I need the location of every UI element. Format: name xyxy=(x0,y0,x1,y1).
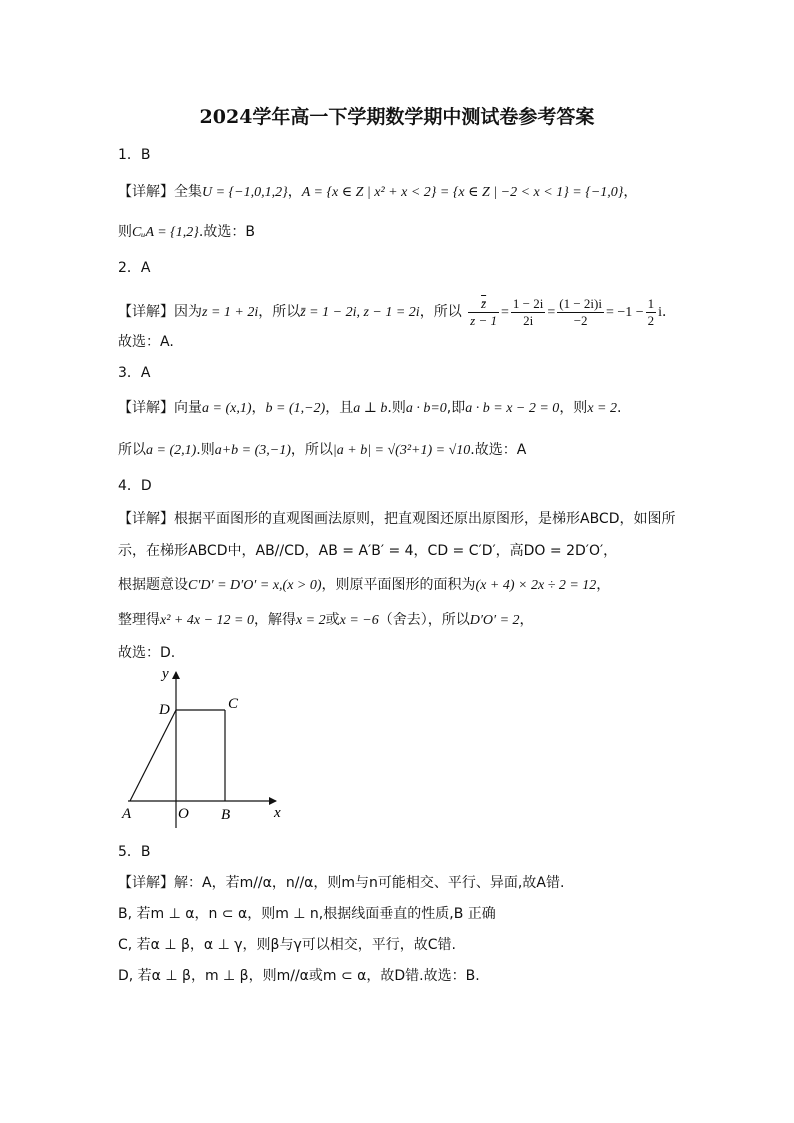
fraction-denominator: −2 xyxy=(573,312,588,328)
q5-detail-line4: D, 若α ⊥ β，m ⊥ β，则m//α或m ⊂ α，故D错.故选：B. xyxy=(118,968,480,984)
text-mid: ，则 xyxy=(559,400,588,416)
text-mid: ，所以 xyxy=(258,304,301,320)
formula-quadratic: x² + 4x − 12 = 0 xyxy=(160,613,254,628)
formula-dot-product: a · b=0 xyxy=(405,401,447,416)
q1-detail-line1 xyxy=(118,182,698,203)
q3-detail-line2 xyxy=(118,440,698,461)
formula-dot-expanded: a · b = x − 2 = 0 xyxy=(465,401,560,416)
text-mid: ,即 xyxy=(446,400,466,416)
text-mid: ，所以 xyxy=(419,304,462,320)
fraction-1 xyxy=(468,296,499,329)
line-end: . xyxy=(616,400,622,416)
edge-ad xyxy=(130,710,176,801)
formula-vector-b: b = (1,−2) xyxy=(265,401,326,416)
q4-detail-line2: 示，在梯形ABCD中，AB//CD，AB = A′B′ = 4，CD = C′D′，高DO = 2D′O′， xyxy=(118,543,618,559)
q2-answer-line: 故选：A. xyxy=(118,334,174,350)
equals-sign: = xyxy=(547,305,556,320)
page-title: 2024学年高一下学期数学期中测试卷参考答案 xyxy=(199,106,595,128)
text-mid: 或 xyxy=(325,612,340,628)
q4-heading: 4．D xyxy=(118,478,152,494)
formula-universal-set: U = {−1,0,1,2} xyxy=(202,185,288,200)
q5-detail-line2: B, 若m ⊥ α，n ⊂ α，则m ⊥ n,根据线面垂直的性质,B 正确 xyxy=(118,906,496,922)
answer-text: .故选：B xyxy=(198,224,255,240)
formula-area: (x + 4) × 2x ÷ 2 = 12 xyxy=(475,578,597,593)
q5-heading: 5．B xyxy=(118,844,151,860)
text-mid: .则 xyxy=(196,442,215,458)
point-o-label: O xyxy=(178,806,189,822)
formula-vector-a: a = (x,1) xyxy=(202,401,252,416)
point-a-label: A xyxy=(122,806,132,822)
fraction-numerator: 1 xyxy=(647,295,655,311)
q4-detail-line1: 【详解】根据平面图形的直观图画法原则，把直观图还原出原图形，是梯形ABCD，如图所 xyxy=(118,511,676,527)
text-prefix: 整理得 xyxy=(118,612,160,628)
formula-root-2: x = −6 xyxy=(339,613,379,628)
q1-heading: 1．B xyxy=(118,147,151,163)
q1-detail-line2 xyxy=(118,222,698,243)
fraction-numerator: (1 − 2i)i xyxy=(559,295,602,311)
fraction-denominator: 2 xyxy=(647,312,655,328)
formula-x-value: x = 2 xyxy=(587,401,617,416)
fraction-numerator: 1 − 2i xyxy=(512,295,544,311)
formula-assumption: C′D′ = D′O′ = x,(x > 0) xyxy=(188,578,322,593)
line-end: i． xyxy=(658,305,677,320)
equals-sign: = xyxy=(501,305,509,320)
q2-detail-line1 xyxy=(118,294,698,331)
line-end: ， xyxy=(519,612,534,628)
text-prefix: 则 xyxy=(118,224,132,240)
fraction-denominator: 2i xyxy=(523,312,534,328)
formula-magnitude: |a + b| = √(3²+1) = √10 xyxy=(332,443,471,458)
text-mid: （舍去），所以 xyxy=(378,612,470,628)
line-end: ， xyxy=(596,577,611,593)
q5-detail-line1: 【详解】解：A，若m//α，n//α，则m与n可能相交、平行、异面,故A错. xyxy=(118,875,565,891)
text-mid: ，所以 xyxy=(290,442,333,458)
detail-prefix: 【详解】向量 xyxy=(118,400,202,416)
q4-answer-line: 故选：D. xyxy=(118,645,176,661)
formula-conjugate: z̄ = 1 − 2i, z − 1 = 2i xyxy=(300,305,420,320)
detail-prefix: 【详解】全集 xyxy=(118,184,202,200)
q4-detail-line4 xyxy=(118,610,698,631)
formula-z: z = 1 + 2i xyxy=(202,305,259,320)
q4-detail-line3 xyxy=(118,575,698,596)
formula-perpendicular: a ⊥ b xyxy=(353,401,388,416)
fraction-4 xyxy=(646,296,657,329)
text-mid: ，则原平面图形的面积为 xyxy=(321,577,476,593)
line-end: ， xyxy=(623,184,638,200)
y-axis-label: y xyxy=(162,666,169,682)
trapezoid-figure xyxy=(118,662,298,830)
fraction-denominator: z − 1 xyxy=(470,312,497,328)
separator: ， xyxy=(287,184,302,200)
formula-result: D′O′ = 2 xyxy=(469,613,520,628)
text-mid: .则 xyxy=(387,400,406,416)
formula-complement: CᵤA = {1,2} xyxy=(132,225,199,240)
text-mid: ，解得 xyxy=(253,612,296,628)
q3-heading: 3．A xyxy=(118,365,151,381)
formula-vector-a-value: a = (2,1) xyxy=(146,443,197,458)
text-prefix: 根据题意设 xyxy=(118,577,188,593)
text-mid: ，且 xyxy=(325,400,354,416)
text-prefix: 所以 xyxy=(118,442,146,458)
fraction-2 xyxy=(511,296,545,329)
detail-prefix: 【详解】因为 xyxy=(118,304,202,320)
fraction-numerator: z̄ xyxy=(468,296,499,313)
x-axis-label: x xyxy=(274,805,281,821)
formula-vector-sum: a+b = (3,−1) xyxy=(214,443,291,458)
formula-set-a: A = {x ∈ Z | x² + x < 2} = {x ∈ Z | −2 < x < 1} = {−1,0} xyxy=(301,185,624,200)
point-b-label: B xyxy=(221,807,231,823)
point-d-label: D xyxy=(159,702,170,718)
formula-root-1: x = 2 xyxy=(295,613,326,628)
q5-detail-line3: C, 若α ⊥ β，α ⊥ γ，则β与γ可以相交，平行，故C错. xyxy=(118,937,456,953)
fraction-3 xyxy=(557,296,604,329)
answer-text: .故选：A xyxy=(470,442,527,458)
q3-detail-line1 xyxy=(118,398,698,419)
equals-sign: = −1 − xyxy=(605,305,644,320)
separator: ， xyxy=(251,400,266,416)
q2-heading: 2．A xyxy=(118,260,151,276)
point-c-label: C xyxy=(228,696,239,712)
